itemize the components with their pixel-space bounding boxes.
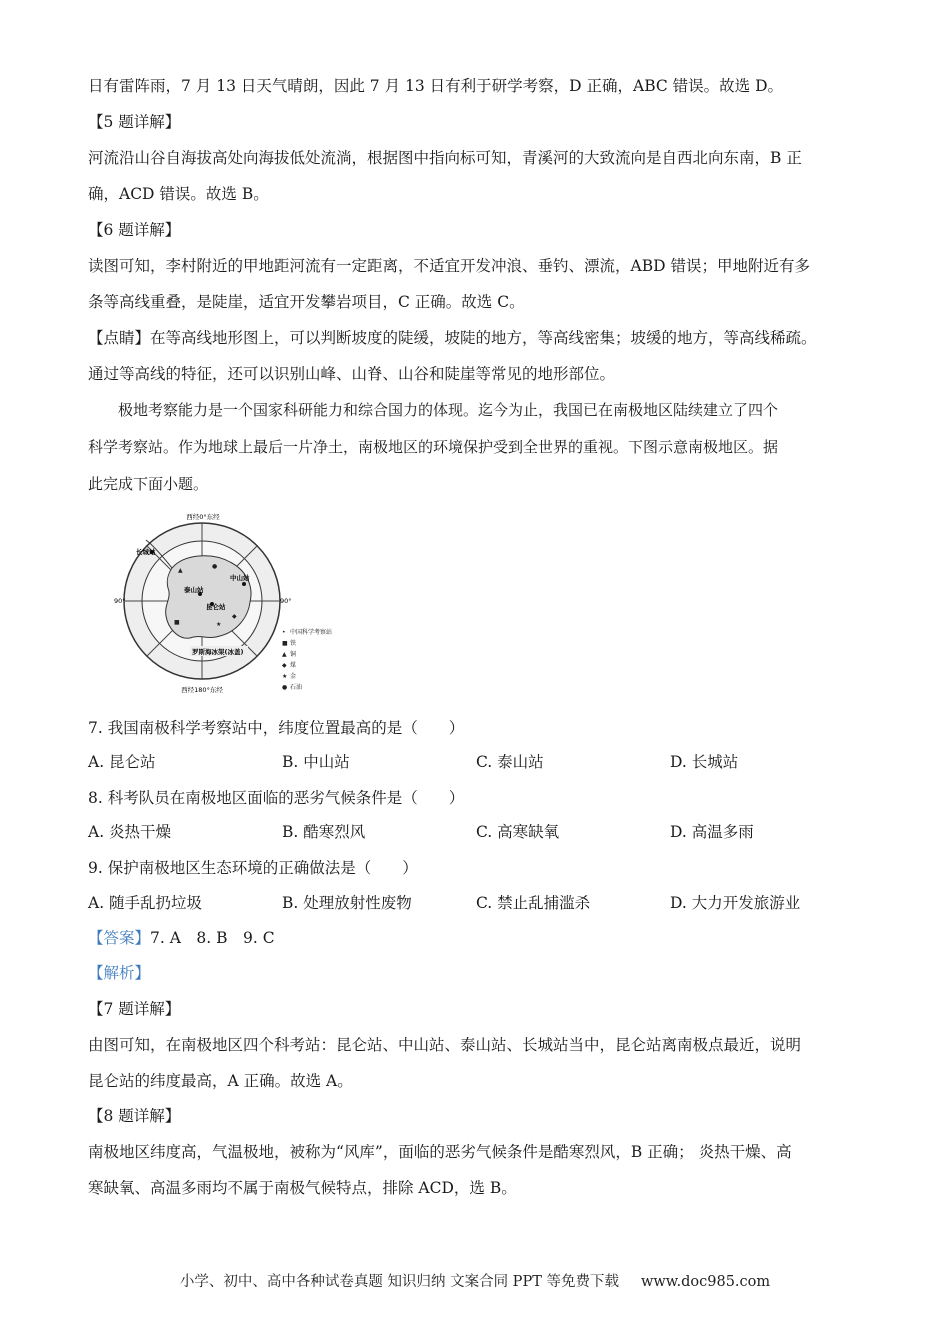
answer-text: 7. A 8. B 9. C — [150, 929, 275, 947]
svg-text:◆: ◆ — [232, 613, 237, 620]
answer-line — [88, 928, 275, 948]
section-heading: 【6 题详解】 — [88, 221, 181, 239]
footer-url[interactable]: www.doc985.com — [640, 1274, 771, 1290]
question-stem: 9. 保护南极地区生态环境的正确做法是（ ） — [88, 859, 418, 877]
question-option: A. 炎热干燥 — [88, 823, 172, 841]
section-heading: 【8 题详解】 — [88, 1107, 181, 1125]
question-option: A. 昆仑站 — [88, 753, 156, 771]
text-line: 由图可知，在南极地区四个科考站：昆仑站、中山站、泰山站、长城站当中，昆仑站离南极点最近，说明 — [88, 1036, 802, 1054]
question-option: D. 大力开发旅游业 — [670, 894, 801, 912]
svg-text:●: ● — [212, 563, 218, 570]
text-line: 寒缺氧、高温多雨均不属于南极气候特点，排除 ACD，选 B。 — [88, 1179, 517, 1197]
text-line: 通过等高线的特征，还可以识别山峰、山脊、山谷和陡崖等常见的地形部位。 — [88, 365, 616, 383]
legend-item: 石油 — [290, 684, 303, 691]
question-stem: 7. 我国南极科学考察站中，纬度位置最高的是（ ） — [88, 719, 465, 737]
question-option: A. 随手乱扔垃圾 — [88, 894, 203, 912]
tip-paragraph: 【点睛】在等高线地形图上，可以判断坡度的陡缓，坡陡的地方，等高线密集；坡缓的地方，等高线稀疏。 — [88, 329, 817, 347]
svg-text:★: ★ — [216, 621, 222, 628]
question-option: B. 处理放射性废物 — [282, 894, 412, 912]
passage-intro: 此完成下面小题。 — [88, 475, 209, 493]
antarctica-map — [112, 506, 362, 696]
question-option: D. 高温多雨 — [670, 823, 754, 841]
text-line: 日有雷阵雨，7 月 13 日天气晴朗，因此 7 月 13 日有利于研学考察，D 正确，ABC 错误。故选 D。 — [88, 77, 784, 95]
analysis-tag: 【解析】 — [88, 964, 151, 982]
ice-shelf-label: 罗斯海冰架(冰盖) — [192, 648, 244, 656]
map-legend — [282, 628, 332, 691]
map-right-label: 90° — [280, 597, 292, 605]
svg-text:■: ■ — [174, 619, 180, 626]
footer-text: 小学、初中、高中各种试卷真题 知识归纳 文案合同 PPT 等免费下载 — [179, 1274, 619, 1290]
legend-item: 中国科学考察站 — [290, 629, 333, 636]
map-bottom-label: 西经180°东经 — [181, 686, 223, 694]
text-line: 条等高线重叠，是陡崖，适宜开发攀岩项目，C 正确。故选 C。 — [88, 293, 525, 311]
question-stem: 8. 科考队员在南极地区面临的恶劣气候条件是（ ） — [88, 789, 465, 807]
svg-text:▲: ▲ — [282, 651, 287, 658]
map-top-label: 西经0°东经 — [186, 513, 220, 521]
question-option: C. 泰山站 — [476, 753, 544, 771]
page-footer — [0, 1270, 950, 1291]
svg-text:◆: ◆ — [282, 662, 287, 669]
text-line: 读图可知，李村附近的甲地距河流有一定距离，不适宜开发冲浪、垂钓、漂流，ABD 错误；甲地附近有多 — [88, 257, 810, 275]
question-option: C. 高寒缺氧 — [476, 823, 560, 841]
passage-intro: 科学考察站。作为地球上最后一片净土，南极地区的环境保护受到全世界的重视。下图示意南极地区。据 — [88, 438, 779, 456]
question-option: B. 中山站 — [282, 753, 350, 771]
legend-item: 铁 — [290, 640, 297, 647]
svg-text:●: ● — [282, 684, 288, 691]
station-label: 昆仑站 — [206, 603, 226, 611]
passage-intro: 极地考察能力是一个国家科研能力和综合国力的体现。迄今为止，我国已在南极地区陆续建立了四个 — [118, 401, 779, 419]
legend-item: 铜 — [290, 651, 297, 658]
text-line: 河流沿山谷自海拔高处向海拔低处流淌，根据图中指向标可知，青溪河的大致流向是自西北向东南，B 正 — [88, 149, 802, 167]
section-heading: 【7 题详解】 — [88, 1000, 181, 1018]
map-left-label: 90° — [114, 597, 126, 605]
section-heading: 【5 题详解】 — [88, 113, 181, 131]
question-option: B. 酷寒烈风 — [282, 823, 366, 841]
svg-text:•: • — [282, 629, 286, 636]
svg-text:★: ★ — [282, 673, 288, 680]
text-line: 南极地区纬度高，气温极地，被称为“风库”，面临的恶劣气候条件是酷寒烈风，B 正确； 炎热干燥、高 — [88, 1143, 792, 1161]
station-label: 泰山站 — [184, 586, 204, 594]
svg-text:■: ■ — [282, 640, 288, 647]
question-option: D. 长城站 — [670, 753, 739, 771]
text-line: 确，ACD 错误。故选 B。 — [88, 185, 269, 203]
answer-tag: 【答案】 — [88, 929, 151, 947]
station-label: 长城站 — [136, 548, 156, 556]
text-line: 昆仑站的纬度最高，A 正确。故选 A。 — [88, 1072, 353, 1090]
legend-item: 煤 — [290, 662, 297, 669]
station-label: 中山站 — [230, 574, 250, 582]
question-option: C. 禁止乱捕滥杀 — [476, 894, 591, 912]
legend-item: 金 — [290, 673, 297, 680]
svg-text:▲: ▲ — [178, 567, 183, 574]
